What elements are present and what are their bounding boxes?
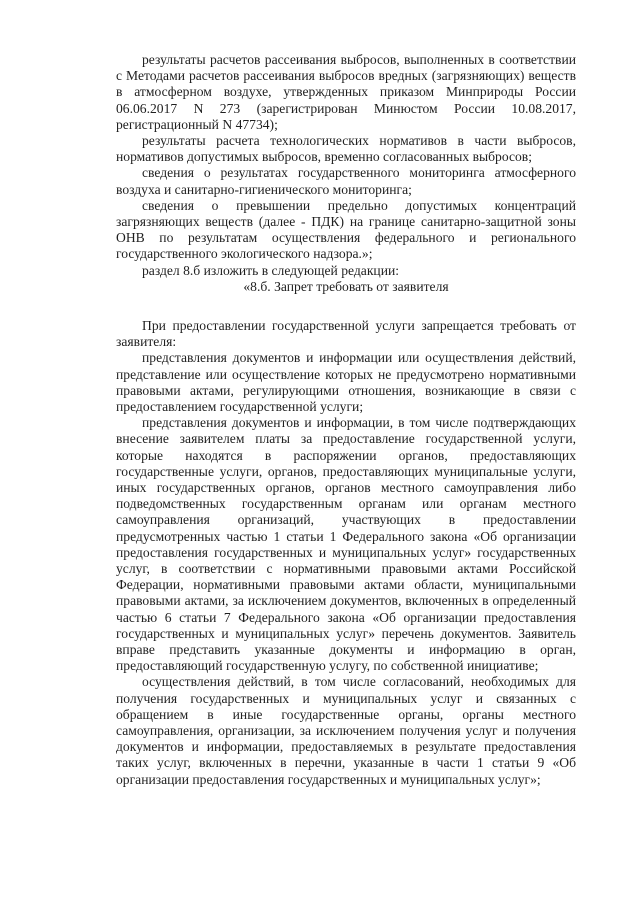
paragraph-section-intro: раздел 8.б изложить в следующей редакции:	[142, 262, 400, 278]
paragraph-technological-norms: результаты расчета технологических нормативов в части выбросов, нормативов допустимых выбросов, временно согласованных выбросов;	[116, 133, 576, 165]
section-heading: «8.б. Запрет требовать от заявителя	[243, 278, 449, 294]
text-block-top	[116, 52, 576, 295]
paragraph-monitoring-info: сведения о результатах государственного мониторинга атмосферного воздуха и санитарно-гигиенического мониторинга;	[116, 165, 576, 197]
paragraph-prohibition-intro: При предоставлении государственной услуги запрещается требовать от заявителя:	[116, 318, 576, 350]
paragraph-actions-not-required: представления документов и информации или осуществления действий, представление или осуществление которых не предусмотрено нормативными правовыми актами, регулирующими отношения, возникающие в связи с предоставлением государственной услуги;	[116, 350, 576, 415]
paragraph-approvals-other-agencies: осуществления действий, в том числе согласований, необходимых для получения государственных и муниципальных услуг и связанных с обращением в иные государственные органы, органы местного самоуправления, организации, за исключением получения услуг и получения документов и информации, предоставляемых в результате предоставления таких услуг, включенных в перечни, указанные в части 1 статьи 9 «Об организации предоставления государственных и муниципальных услуг»;	[116, 674, 576, 787]
paragraph-mpc-excess-info: сведения о превышении предельно допустимых концентраций загрязняющих веществ (далее - ПДК) на границе санитарно-защитной зоны ОНВ по результатам осуществления федерального и регионального государственного экологического надзора.»;	[116, 197, 576, 262]
paragraph-dispersion-results: результаты расчетов рассеивания выбросов, выполненных в соответствии с Методами расчетов рассеивания выбросов вредных (загрязняющих) веществ в атмосферном воздухе, утвержденных приказом Минприроды России 06.06.2017 N 273 (зарегистрирован Минюстом России 10.08.2017, регистрационный N 47734);	[116, 52, 576, 132]
paragraph-documents-held-by-agencies: представления документов и информации, в том числе подтверждающих внесение заявителем платы за предоставление государственной услуги, которые находятся в распоряжении органов, предоставляющих государственные услуги, органов, предоставляющих муниципальные услуги, иных государственных органов, органов местного самоуправления либо подведомственных государственным органам или органам местного самоуправления организаций, участвующих в предоставлении предусмотренных частью 1 статьи 1 Федерального закона «Об организации предоставления государственных и муниципальных услуг» государственных услуг, в соответствии с нормативными правовыми актами Российской Федерации, нормативными правовыми актами области, муниципальными правовыми актами, за исключением документов, включенных в определенный частью 6 статьи 7 Федерального закона «Об организации предоставления государственных и муниципальных услуг» перечень документов. Заявитель вправе представить указанные документы и информацию в орган, предоставляющий государственную услугу, по собственной инициативе;	[116, 415, 576, 674]
text-block-bottom	[116, 318, 576, 788]
